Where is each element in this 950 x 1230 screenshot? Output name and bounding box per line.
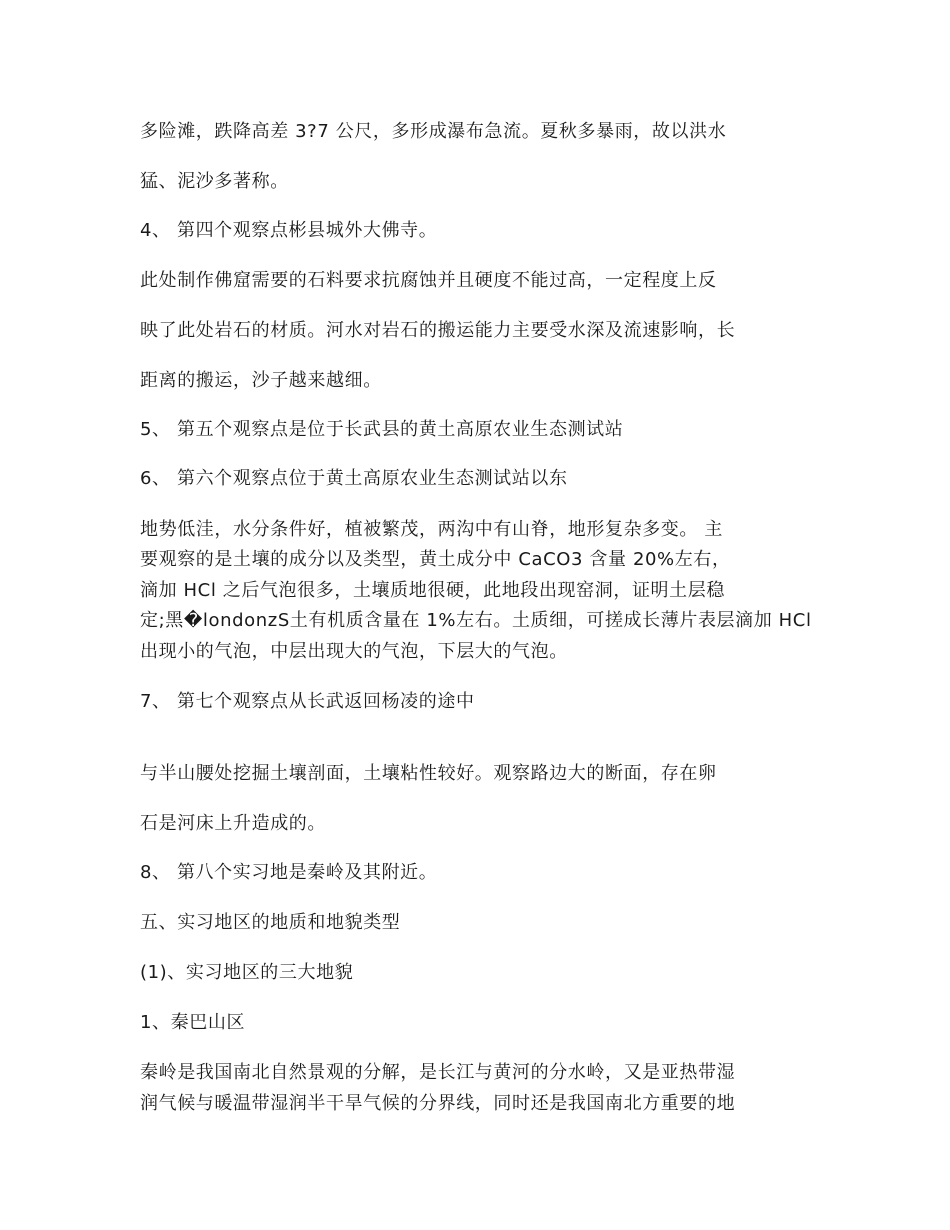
text-line: 定;黑�londonzS土有机质含量在 1%左右。土质细，可搓成长薄片表层滴加 HCl	[140, 610, 812, 631]
text-line: 多险滩，跌降高差 3?7 公尺，多形成瀑布急流。夏秋多暴雨，故以洪水	[140, 121, 727, 142]
list-item-5: 5、 第五个观察点是位于长武县的黄土高原农业生态测试站	[140, 419, 624, 440]
list-item-7: 7、 第七个观察点从长武返回杨凌的途中	[140, 691, 475, 712]
text-line: 润气候与暖温带湿润半干旱气候的分界线，同时还是我国南北方重要的地	[140, 1093, 736, 1114]
sub-item-heading: 1、秦巴山区	[140, 1012, 246, 1033]
text-line: 与半山腰处挖掘土壤剖面，土壤粘性较好。观察路边大的断面，存在卵	[140, 763, 717, 784]
text-line: 石是河床上升造成的。	[140, 813, 326, 834]
text-line: 出现小的气泡，中层出现大的气泡，下层大的气泡。	[140, 641, 568, 662]
list-item-8: 8、 第八个实习地是秦岭及其附近。	[140, 862, 438, 883]
list-item-6: 6、 第六个观察点位于黄土高原农业生态测试站以东	[140, 468, 568, 489]
section-heading: 五、实习地区的地质和地貌类型	[140, 912, 401, 933]
text-line: 此处制作佛窟需要的石料要求抗腐蚀并且硬度不能过高，一定程度上反	[140, 270, 717, 291]
text-line: 滴加 HCl 之后气泡很多，土壤质地很硬，此地段出现窑洞，证明土层稳	[140, 580, 725, 601]
text-line: 地势低洼，水分条件好，植被繁茂，两沟中有山脊，地形复杂多变。 主	[140, 519, 723, 540]
text-line: 距离的搬运，沙子越来越细。	[140, 370, 382, 391]
list-item-4: 4、 第四个观察点彬县城外大佛寺。	[140, 220, 438, 241]
subsection-heading: (1)、实习地区的三大地貌	[140, 962, 354, 983]
text-line: 映了此处岩石的材质。河水对岩石的搬运能力主要受水深及流速影响，长	[140, 320, 736, 341]
text-line: 秦岭是我国南北自然景观的分解，是长江与黄河的分水岭，又是亚热带湿	[140, 1062, 736, 1083]
text-line: 要观察的是土壤的成分以及类型，黄土成分中 CaCO3 含量 20%左右，	[140, 549, 731, 570]
text-line: 猛、泥沙多著称。	[140, 171, 289, 192]
